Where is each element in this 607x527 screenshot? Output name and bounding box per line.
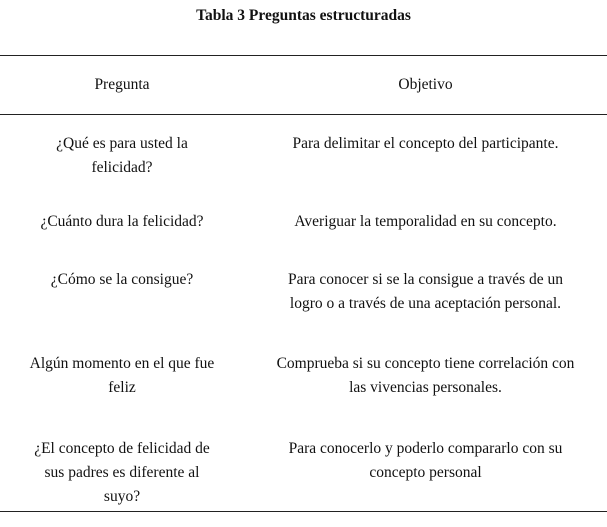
objective-line: logro o a través de una aceptación personal. (289, 295, 562, 312)
question-cell (4, 437, 240, 509)
question-cell (4, 268, 240, 292)
column-header-objective: Objetivo (398, 76, 453, 93)
objective-cell (244, 352, 607, 400)
objective-line: Para conocer si se la consigue a través de un (287, 271, 564, 288)
objective-line: Para delimitar el concepto del participante. (292, 135, 559, 152)
header-rule (0, 114, 607, 115)
question-line: ¿El concepto de felicidad de (34, 440, 210, 457)
objective-line: Comprueba si su concepto tiene correlación con (276, 355, 575, 372)
objective-line: las vivencias personales. (349, 379, 502, 396)
question-line: ¿Qué es para usted la (56, 135, 188, 152)
table-top-rule (0, 55, 607, 56)
question-cell (4, 352, 240, 400)
question-cell (4, 132, 240, 180)
question-line: suyo? (103, 488, 141, 505)
column-header-question: Pregunta (94, 76, 150, 93)
table-bottom-rule (0, 511, 607, 512)
question-line: sus padres es diferente al (44, 464, 200, 481)
objective-cell (244, 268, 607, 316)
objective-cell (244, 437, 607, 485)
objective-line: Averiguar la temporalidad en su concepto. (294, 213, 557, 230)
objective-line: concepto personal (369, 464, 482, 481)
objective-line: Para conocerlo y poderlo compararlo con su (288, 440, 563, 457)
question-line: Algún momento en el que fue (29, 355, 215, 372)
objective-cell (244, 210, 607, 234)
question-cell (4, 210, 240, 234)
table-title: Tabla 3 Preguntas estructuradas (196, 7, 411, 24)
question-line: ¿Cuánto dura la felicidad? (40, 213, 204, 230)
objective-cell (244, 132, 607, 156)
question-line: felicidad? (91, 159, 153, 176)
question-line: feliz (108, 379, 136, 396)
question-line: ¿Cómo se la consigue? (50, 271, 194, 288)
